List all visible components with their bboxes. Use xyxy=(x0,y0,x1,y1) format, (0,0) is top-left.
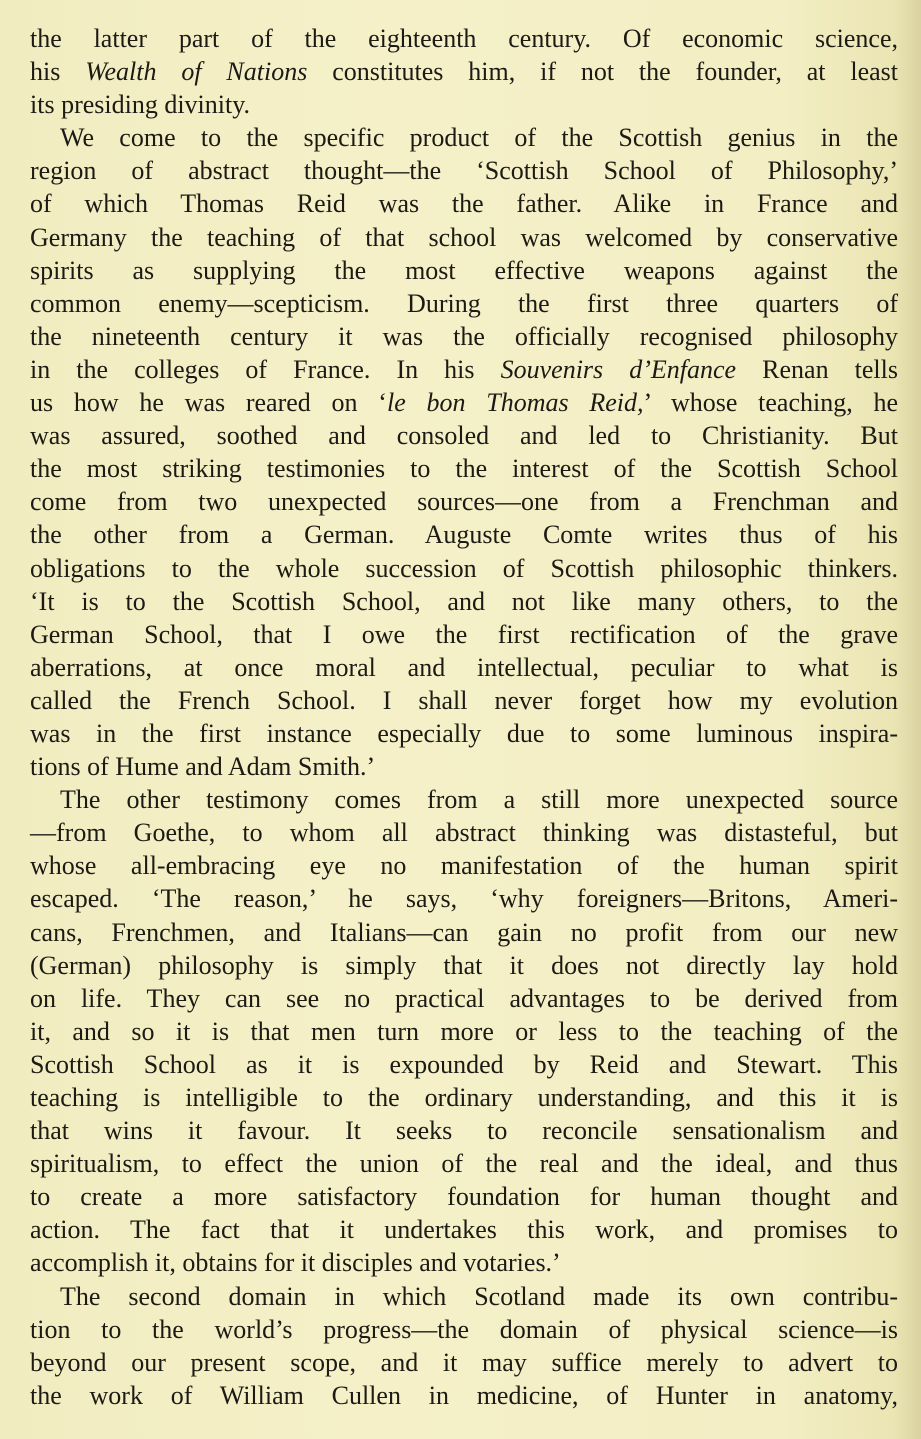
text-segment: the nineteenth century it was the officially recognised philosophy xyxy=(30,321,898,351)
text-segment: that wins it favour. It seeks to reconcile sensationalism and xyxy=(30,1116,898,1146)
text-segment: was in the first instance especially due to some luminous inspira- xyxy=(30,718,898,748)
text-segment: obligations to the whole succession of Scottish philosophic thinkers. xyxy=(30,553,898,583)
italic-title: Souvenirs d’Enfance xyxy=(500,354,737,384)
text-line xyxy=(30,1213,898,1246)
text-line xyxy=(30,916,898,949)
text-segment: cans, Frenchmen, and Italians—can gain no profit from our new xyxy=(30,917,898,947)
text-segment: constitutes him, if not the founder, at least xyxy=(307,57,899,87)
text-line xyxy=(30,419,898,452)
text-segment: The other testimony comes from a still more unexpected source xyxy=(60,785,898,815)
text-segment: his xyxy=(30,57,86,87)
text-segment: called the French School. I shall never forget how my evolution xyxy=(30,685,898,715)
text-segment: the work of William Cullen in medicine, of Hunter in anatomy, xyxy=(30,1380,898,1410)
text-line xyxy=(30,154,898,187)
text-line xyxy=(30,618,898,651)
text-segment: German School, that I owe the first rectification of the grave xyxy=(30,619,898,649)
body-text xyxy=(30,22,898,1412)
text-segment: (German) philosophy is simply that it does not directly lay hold xyxy=(30,950,898,980)
text-line xyxy=(30,1015,898,1048)
text-line xyxy=(30,55,898,88)
text-line xyxy=(30,1313,898,1346)
text-line xyxy=(30,1081,898,1114)
text-line xyxy=(30,221,898,254)
text-line xyxy=(30,187,898,220)
text-segment: —from Goethe, to whom all abstract thinking was distasteful, but xyxy=(30,818,898,848)
text-line xyxy=(30,254,898,287)
text-line xyxy=(30,717,898,750)
text-line xyxy=(30,849,898,882)
text-line xyxy=(30,949,898,982)
text-segment: in the colleges of France. In his xyxy=(30,354,501,384)
text-line xyxy=(30,1379,898,1412)
text-line xyxy=(30,121,898,154)
text-segment: it, and so it is that men turn more or less to the teaching of the xyxy=(30,1016,898,1046)
text-line xyxy=(30,1180,898,1213)
text-segment: Renan tells xyxy=(736,354,898,384)
text-segment: accomplish it, obtains for it disciples and votaries.’ xyxy=(30,1248,561,1278)
italic-title: le bon Thomas Reid, xyxy=(386,388,644,418)
text-segment: Germany the teaching of that school was welcomed by conservative xyxy=(30,222,898,252)
italic-title: Wealth of Nations xyxy=(85,57,308,87)
text-line xyxy=(30,485,898,518)
text-segment: of which Thomas Reid was the father. Alike in France and xyxy=(30,189,898,219)
text-line xyxy=(30,1280,898,1313)
text-segment: teaching is intelligible to the ordinary understanding, and this it is xyxy=(30,1083,898,1112)
text-segment: the latter part of the eighteenth century. Of economic science, xyxy=(30,24,898,53)
text-segment: beyond our present scope, and it may suffice merely to advert to xyxy=(30,1347,898,1377)
text-line xyxy=(30,386,898,419)
text-segment: ‘It is to the Scottish School, and not like many others, to the xyxy=(30,586,898,616)
text-segment: Scottish School as it is expounded by Reid and Stewart. This xyxy=(30,1049,898,1079)
text-line xyxy=(30,353,898,386)
text-line xyxy=(30,1246,898,1279)
text-line xyxy=(30,783,898,816)
text-segment: aberrations, at once moral and intellectual, peculiar to what is xyxy=(30,652,898,682)
text-segment: to create a more satisfactory foundation for human thought and xyxy=(30,1182,898,1212)
text-line xyxy=(30,320,898,353)
text-segment: its presiding divinity. xyxy=(30,90,251,120)
text-segment: whose all-embracing eye no manifestation of the human spirit xyxy=(30,851,898,881)
text-line xyxy=(30,816,898,849)
text-line xyxy=(30,88,898,121)
text-line xyxy=(30,452,898,485)
text-line xyxy=(30,518,898,551)
text-line xyxy=(30,585,898,618)
text-segment: spiritualism, to effect the union of the real and the ideal, and thus xyxy=(30,1149,898,1179)
text-line xyxy=(30,882,898,915)
text-segment: us how he was reared on ‘ xyxy=(30,388,387,418)
text-line xyxy=(30,1147,898,1180)
text-line xyxy=(30,552,898,585)
text-line xyxy=(30,982,898,1015)
text-segment: We come to the specific product of the Scottish genius in the xyxy=(60,123,898,153)
text-line xyxy=(30,1114,898,1147)
text-segment: ’ whose teaching, he xyxy=(643,388,899,418)
text-segment: action. The fact that it undertakes this work, and promises to xyxy=(30,1215,898,1245)
text-line xyxy=(30,651,898,684)
text-segment: common enemy—scepticism. During the first three quarters of xyxy=(30,288,898,318)
text-line xyxy=(30,750,898,783)
text-segment: the most striking testimonies to the interest of the Scottish School xyxy=(30,454,898,484)
text-line xyxy=(30,1048,898,1081)
text-segment: on life. They can see no practical advantages to be derived from xyxy=(30,983,898,1013)
text-segment: spirits as supplying the most effective weapons against the xyxy=(30,255,898,285)
text-line xyxy=(30,287,898,320)
text-segment: region of abstract thought—the ‘Scottish School of Philosophy,’ xyxy=(30,156,898,186)
text-line xyxy=(30,22,898,55)
text-line xyxy=(30,1346,898,1379)
text-segment: was assured, soothed and consoled and led to Christianity. But xyxy=(30,421,898,451)
text-segment: tions of Hume and Adam Smith.’ xyxy=(30,752,376,782)
text-segment: escaped. ‘The reason,’ he says, ‘why foreigners—Britons, Ameri- xyxy=(30,884,898,914)
text-line xyxy=(30,684,898,717)
text-segment: tion to the world’s progress—the domain of physical science—is xyxy=(30,1314,898,1344)
text-segment: The second domain in which Scotland made its own contribu- xyxy=(60,1281,898,1311)
text-segment: the other from a German. Auguste Comte writes thus of his xyxy=(30,520,898,550)
text-segment: come from two unexpected sources—one from a Frenchman and xyxy=(30,487,898,517)
